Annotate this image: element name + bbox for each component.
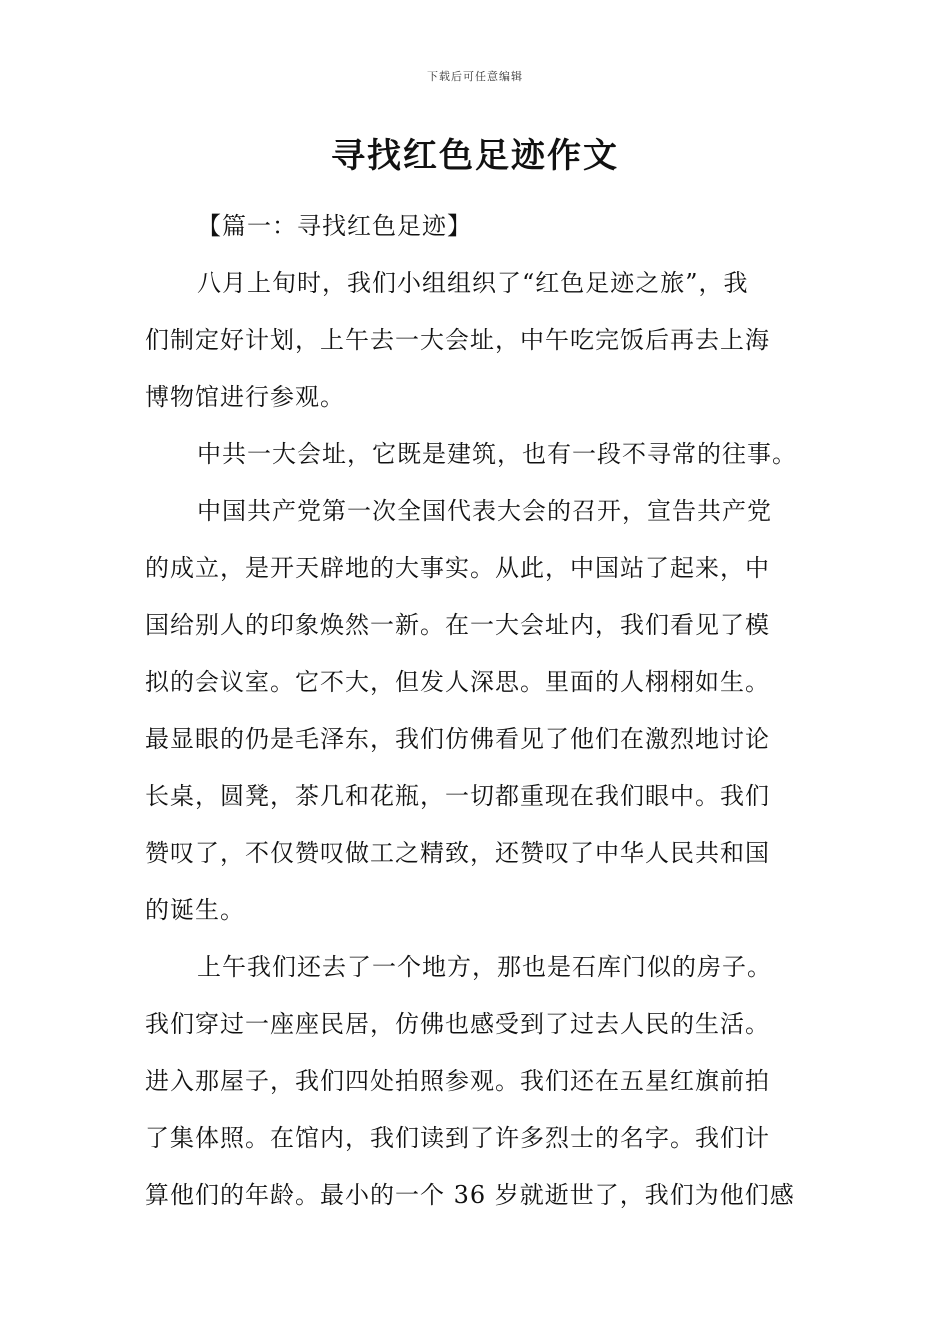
paragraph-line: 赞叹了，不仅赞叹做工之精致，还赞叹了中华人民共和国 xyxy=(145,839,770,867)
paragraph-line: 的成立，是开天辟地的大事实。从此，中国站了起来，中 xyxy=(145,554,770,582)
paragraph-line: 拟的会议室。它不大，但发人深思。里面的人栩栩如生。 xyxy=(145,668,770,696)
paragraph-line: 中共一大会址，它既是建筑，也有一段不寻常的往事。 xyxy=(197,440,797,468)
paragraph-line: 中国共产党第一次全国代表大会的召开，宣告共产党 xyxy=(197,497,772,525)
paragraph-line: 国给别人的印象焕然一新。在一大会址内，我们看见了模 xyxy=(145,611,770,639)
paragraph-1 xyxy=(145,255,807,426)
paragraph-line: 进入那屋子，我们四处拍照参观。我们还在五星红旗前拍 xyxy=(145,1067,770,1095)
paragraph-line: 最显眼的仍是毛泽东，我们仿佛看见了他们在激烈地讨论 xyxy=(145,725,770,753)
header-note: 下载后可任意编辑 xyxy=(427,70,523,83)
paragraph-line: 们制定好计划，上午去一大会址，中午吃完饭后再去上海 xyxy=(145,326,770,354)
paragraph-2 xyxy=(145,426,807,483)
paragraph-3 xyxy=(145,483,807,939)
paragraph-line: 的诞生。 xyxy=(145,896,245,924)
paragraph-line: 八月上旬时，我们小组组织了“红色足迹之旅”，我 xyxy=(197,269,749,297)
paragraph-line: 上午我们还去了一个地方，那也是石库门似的房子。 xyxy=(197,953,772,981)
paragraph-line: 长桌，圆凳，茶几和花瓶，一切都重现在我们眼中。我们 xyxy=(145,782,770,810)
document-body xyxy=(145,198,807,1224)
paragraph-line: 我们穿过一座座民居，仿佛也感受到了过去人民的生活。 xyxy=(145,1010,770,1038)
paragraph-line: 博物馆进行参观。 xyxy=(145,383,345,411)
paragraph-line: 了集体照。在馆内，我们读到了许多烈士的名字。我们计 xyxy=(145,1124,770,1152)
section-heading: 【篇一：寻找红色足迹】 xyxy=(197,212,472,240)
document-title: 寻找红色足迹作文 xyxy=(331,136,619,176)
paragraph-line: 算他们的年龄。最小的一个 36 岁就逝世了，我们为他们感 xyxy=(145,1181,795,1209)
paragraph-4 xyxy=(145,939,807,1224)
